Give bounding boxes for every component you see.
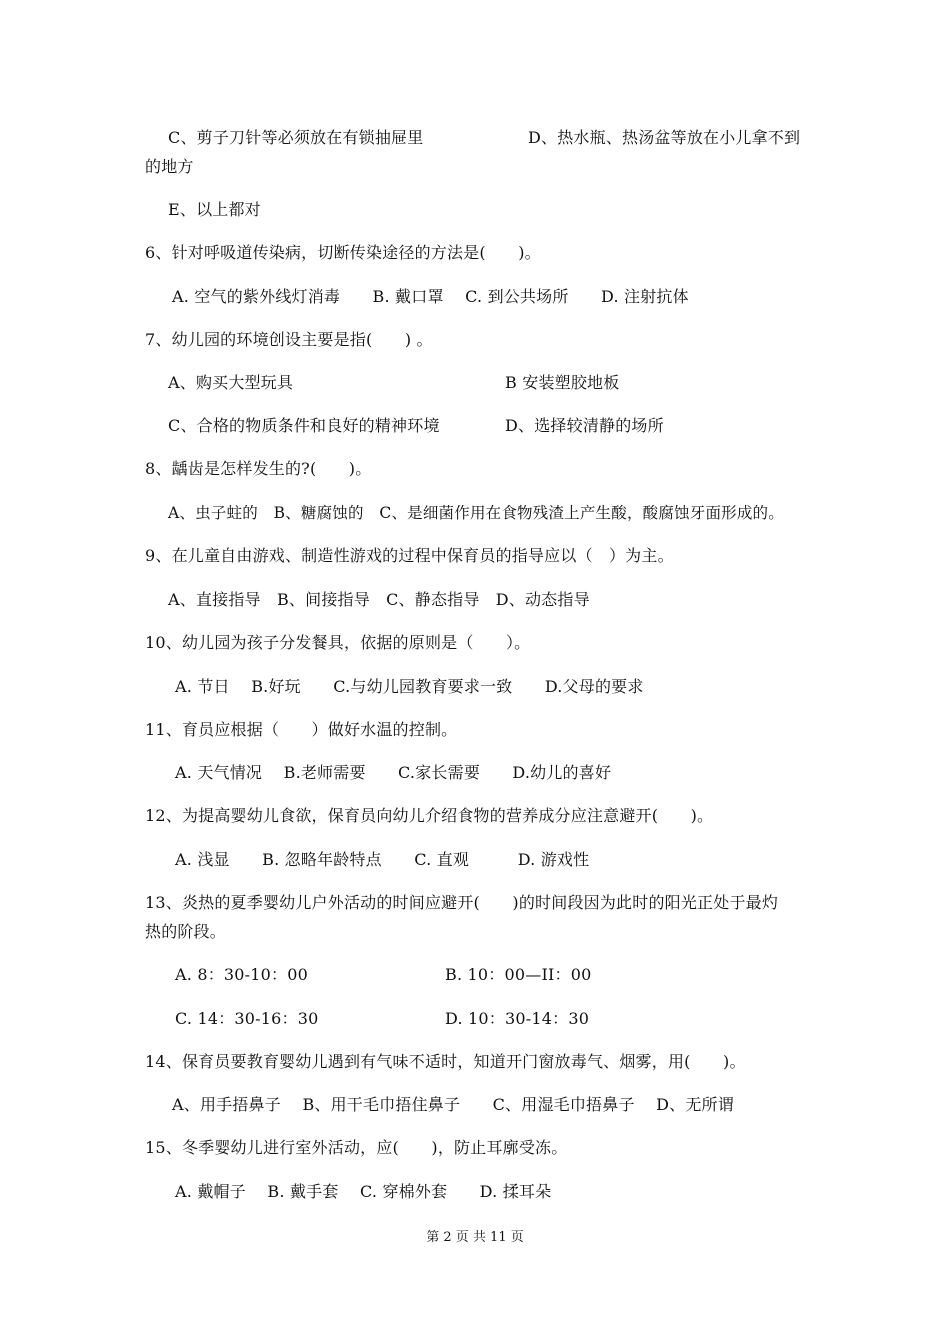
question-13-line-1: 13、炎热的夏季婴幼儿户外活动的时间应避开( )的时间段因为此时的阳光正处于最灼 [145,893,779,912]
question-9-options: A、直接指导 B、间接指导 C、静态指导 D、动态指导 [168,590,590,609]
question-7-option-a: A、购买大型玩具 [168,373,294,392]
question-13-option-b: B. 10：00—II：00 [445,965,592,984]
question-6: 6、针对呼吸道传染病，切断传染途径的方法是( )。 [145,243,541,262]
page-number-footer: 第 2 页 共 11 页 [426,1230,524,1245]
question-7: 7、幼儿园的环境创设主要是指( ) 。 [145,330,433,349]
question-10-options: A. 节日 B.好玩 C.与幼儿园教育要求一致 D.父母的要求 [175,677,644,696]
question-9: 9、在儿童自由游戏、制造性游戏的过程中保育员的指导应以（ ）为主。 [145,546,674,565]
question-7-option-b: B 安装塑胶地板 [505,373,620,392]
question-8-options: A、虫子蛀的 B、糖腐蚀的 C、是细菌作用在食物残渣上产生酸，酸腐蚀牙面形成的。 [168,504,784,522]
option-d-continuation: 的地方 [145,157,194,176]
question-7-option-c: C、合格的物质条件和良好的精神环境 [168,416,440,435]
option-c-scissors: C、剪子刀针等必须放在有锁抽屉里 [168,128,424,147]
question-12-options: A. 浅显 B. 忽略年龄特点 C. 直观 D. 游戏性 [175,850,590,869]
question-15: 15、冬季婴幼儿进行室外活动，应( )，防止耳廓受冻。 [145,1138,568,1157]
question-13-option-a: A. 8：30-10：00 [175,965,308,984]
option-e-all: E、以上都对 [168,200,261,219]
question-7-option-d: D、选择较清静的场所 [505,416,664,435]
option-d-thermos: D、热水瓶、热汤盆等放在小儿拿不到 [528,128,801,147]
question-13-line-2: 热的阶段。 [145,922,227,941]
question-14-options: A、用手捂鼻子 B、用干毛巾捂住鼻子 C、用湿毛巾捂鼻子 D、无所谓 [172,1095,734,1114]
question-14: 14、保育员要教育婴幼儿遇到有气味不适时，知道开门窗放毒气、烟雾，用( )。 [145,1052,746,1071]
question-15-options: A. 戴帽子 B. 戴手套 C. 穿棉外套 D. 揉耳朵 [175,1182,552,1201]
question-11: 11、育员应根据（ ）做好水温的控制。 [145,720,458,739]
question-10: 10、幼儿园为孩子分发餐具，依据的原则是（ ）。 [145,633,531,652]
question-11-options: A. 天气情况 B.老师需要 C.家长需要 D.幼儿的喜好 [175,763,612,782]
question-12: 12、为提高婴幼儿食欲，保育员向幼儿介绍食物的营养成分应注意避开( )。 [145,806,714,825]
question-8: 8、龋齿是怎样发生的?( )。 [145,459,372,478]
question-13-option-c: C. 14：30-16：30 [175,1009,319,1028]
question-6-options: A. 空气的紫外线灯消毒 B. 戴口罩 C. 到公共场所 D. 注射抗体 [172,287,689,306]
question-13-option-d: D. 10：30-14：30 [445,1009,590,1028]
